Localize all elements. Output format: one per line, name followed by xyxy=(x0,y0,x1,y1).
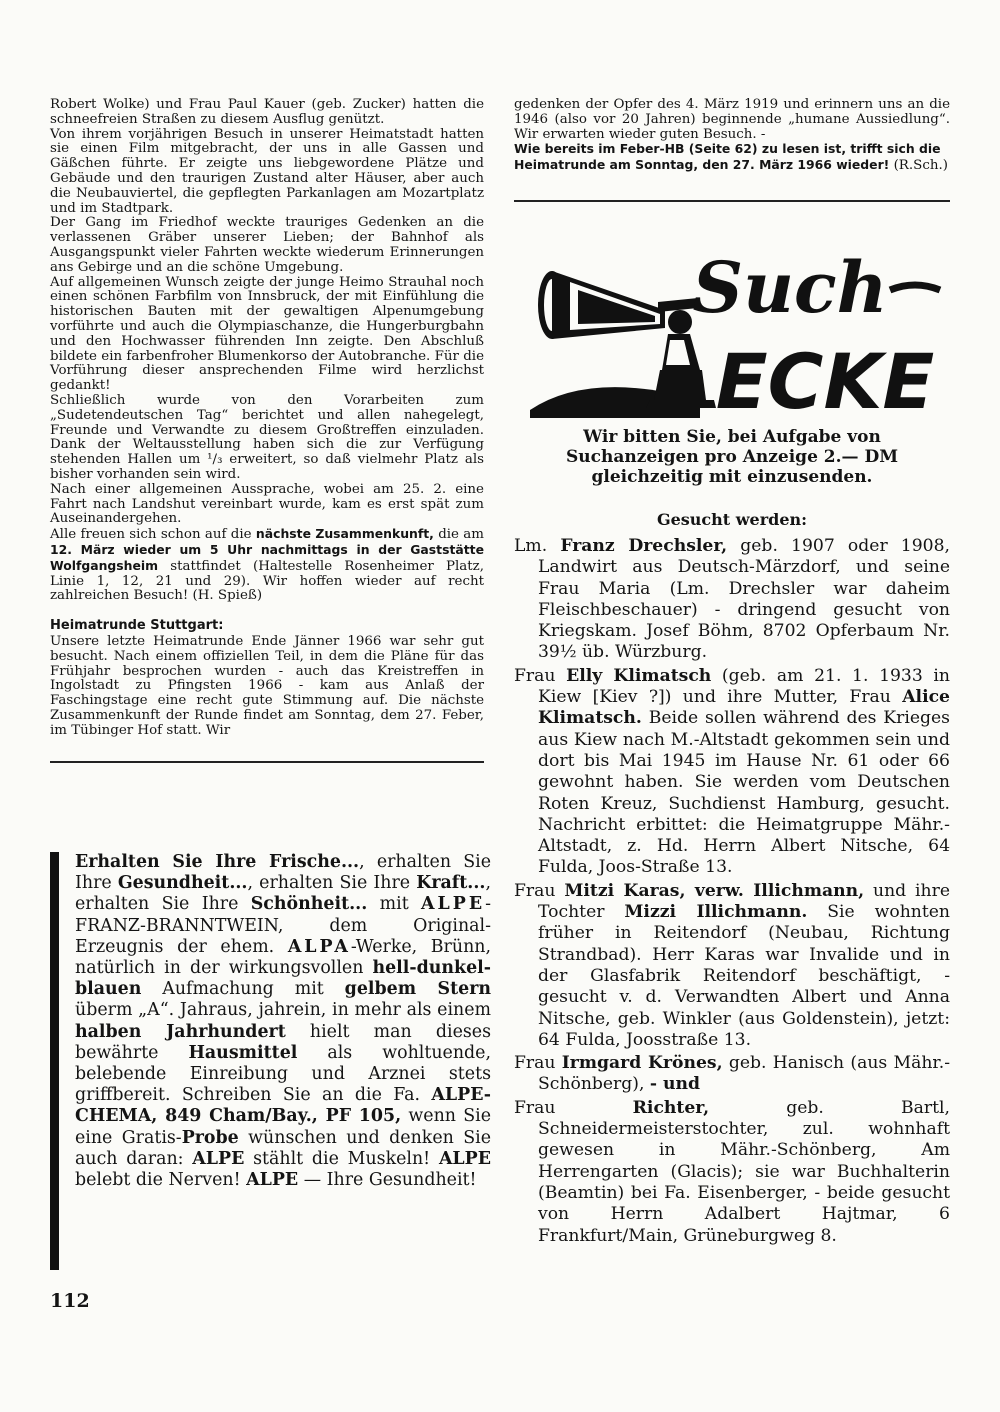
paragraph: gedenken der Opfer des 4. März 1919 und erinnern uns an die 1946 (also vor 20 Jahren) beginnende „humane Aussiedlung“. Wir erwarten wieder guten Besuch. - xyxy=(514,97,950,142)
meeting-announcement: Alle freuen sich schon auf die nächste Zusammenkunft, die am 12. März wieder um 5 Uhr nachmittags in der Gaststätte Wolfgangsheim stattfindet (Haltestelle Rosenheimer Platz, Linie 1, 12, 21 und 29). Wir hoffen wieder auf recht zahlreichen Besuch! (H. Spieß) xyxy=(50,526,484,604)
notice: Wir bitten Sie, bei Aufgabe von Suchanzeigen pro Anzeige 2.— DM gleichzeitig mit einzusenden. xyxy=(565,427,899,487)
search-entries xyxy=(514,536,950,1249)
paragraph: Robert Wolke) und Frau Paul Kauer (geb. Zucker) hatten die schneefreien Straßen zu diesem Ausflug genützt. xyxy=(50,97,484,127)
ecke-block-text: ECKE xyxy=(715,337,935,418)
bold-announcement: Wie bereits im Feber-HB (Seite 62) zu lesen ist, trifft sich die Heimatrunde am Sonntag, den 27. März 1966 wieder! (R.Sch.) xyxy=(514,141,948,174)
paragraph: Schließlich wurde von den Vorarbeiten zum „Sudetendeutschen Tag“ berichtet und allen nahegelegt, Freunde und Verwandte zu diesem Großtreffen einzuladen. Dank der Weltausstellung haben sich die zur Verfügung stehenden Hallen um ¹/₃ erweitert, so daß vielmehr Platz als bisher vorhanden sein wird. xyxy=(50,392,484,482)
alpe-advertisement: Erhalten Sie Ihre Frische..., erhalten Sie Ihre Gesundheit..., erhalten Sie Ihre Kraft..., erhalten Sie Ihre Schönheit... mit ALPE-FRANZ-BRANNTWEIN, dem Original-Erzeugnis der ehem. ALPA-Werke, Brünn, natürlich in der wirkungsvollen hell-dunkel-blauen Aufmachung mit gelbem Stern überm „A“. Jahraus, jahrein, in mehr als einem halben Jahrhundert hielt man dieses bewährte Hausmittel als wohltuende, belebende Einreibung und Arznei stets griffbereit. Schreiben Sie an die Fa. ALPE-CHEMA, 849 Cham/Bay., PF 105, wenn Sie eine Gratis-Probe wünschen und denken Sie auch daran: ALPE stählt die Muskeln! ALPE belebt die Nerven! ALPE — Ihre Gesundheit! xyxy=(50,852,491,1270)
paragraph: Auf allgemeinen Wunsch zeigte der junge Heimo Strauhal noch einen schönen Farbfilm von Innsbruck, der mit Einfühlung die historischen Bauten mit der gewaltigen Alpenumgebung vorführte und auch die Olympiaschanze, die Hungerburgbahn und den Hochwasser führenden Inn zeigte. Den Abschluß bildete ein farbenfroher Blumenkorso der Autobranche. Für die Vorführung dieser ansprechenden Filme wird herzlichst gedankt! xyxy=(50,274,484,394)
paragraph: Von ihrem vorjährigen Besuch in unserer Heimatstadt hatten sie einen Film mitgebracht, der uns in alle Gassen und Gäßchen führte. Er zeigte uns liebgewordene Plätze und Gebäude und den traurigen Zustand alter Häuser, aber auch die Neubauviertel, die gepflegten Parkanlagen am Mozartplatz und im Stadtpark. xyxy=(50,126,484,216)
divider xyxy=(514,200,950,202)
list-item: Frau Richter, geb. Bartl, Schneidermeisterstochter, zul. wohnhaft gewesen in Mähr.-Schönberg, Am Herrengarten (Glacis); sie war Buchhalterin (Beamtin) bei Fa. Eisenberger, - beide gesucht von Herrn Adalbert Hajtmar, 6 Frankfurt/Main, Grüneburgweg 8. xyxy=(514,1097,950,1246)
such-ecke-logo xyxy=(530,250,946,418)
list-item: Frau Irmgard Krönes, geb. Hanisch (aus Mähr.-Schönberg), - und xyxy=(514,1053,950,1095)
divider xyxy=(50,761,484,763)
such-script-text: Such xyxy=(692,250,888,329)
paragraph: Unsere letzte Heimatrunde Ende Jänner 1966 war sehr gut besucht. Nach einem offiziellen Teil, in dem die Pläne für das Frühjahr besprochen wurden - auch das Kreistreffen in Ingolstadt zu Pfingsten 1966 - kam aus Anlaß der Faschingstage eine recht gute Stimmung auf. Die nächste Zusammenkunft der Runde findet am Sonntag, dem 27. Feber, im Tübinger Hof statt. Wir xyxy=(50,634,484,738)
right-column xyxy=(514,98,950,202)
sought-heading: Gesucht werden: xyxy=(656,510,808,529)
paragraph: Der Gang im Friedhof weckte trauriges Gedenken an die verlassenen Gräber unserer Lieben; der Bahnhof als Ausgangspunkt vieler Fahrten weckte wiederum Erinnerungen ans Gebirge und an die schöne Umgebung. xyxy=(50,215,484,275)
list-item: Lm. Franz Drechsler, geb. 1907 oder 1908, Landwirt aus Deutsch-Märzdorf, und seine Frau Maria (Lm. Drechsler war daheim Fleischbeschauer) - dringend gesucht von Kriegskam. Josef Böhm, 8702 Opferbaum Nr. 39½ üb. Würzburg. xyxy=(514,536,950,663)
flourish-icon xyxy=(890,285,940,290)
left-column xyxy=(50,98,484,763)
paragraph: Nach einer allgemeinen Aussprache, wobei am 25. 2. eine Fahrt nach Landshut vereinbart wurde, kam es erst spät zum Auseinandergehen. xyxy=(50,481,484,527)
section-heading: Heimatrunde Stuttgart: xyxy=(50,618,224,634)
list-item: Frau Elly Klimatsch (geb. am 21. 1. 1933 in Kiew [Kiev ?]) und ihre Mutter, Frau Alice Klimatsch. Beide sollen während des Krieges aus Kiew nach M.-Altstadt gekommen sein und dort bis Mai 1945 im Hause Nr. 61 oder 66 gewohnt haben. Sie werden vom Deutschen Roten Kreuz, Suchdienst Hamburg, gesucht. Nachricht erbittet: die Heimatgruppe Mähr.-Altstadt, z. Hd. Herrn Albert Nitsche, 64 Fulda, Joos-Straße 13. xyxy=(514,665,951,878)
list-item: Frau Mitzi Karas, verw. Illichmann, und ihre Tochter Mizzi Illichmann. Sie wohnten früher in Reitendorf (Neubau, Richtung Strandbad). Herr Karas war Invalide und in der Glasfabrik Reitendorf beschäftigt, - gesucht v. d. Verwandten Albert und Anna Nitsche, geb. Winkler (aus Goldenstein), jetzt: 64 Fulda, Joosstraße 13. xyxy=(514,880,951,1050)
page-number: 112 xyxy=(50,1290,90,1312)
telescope-icon xyxy=(538,271,665,339)
